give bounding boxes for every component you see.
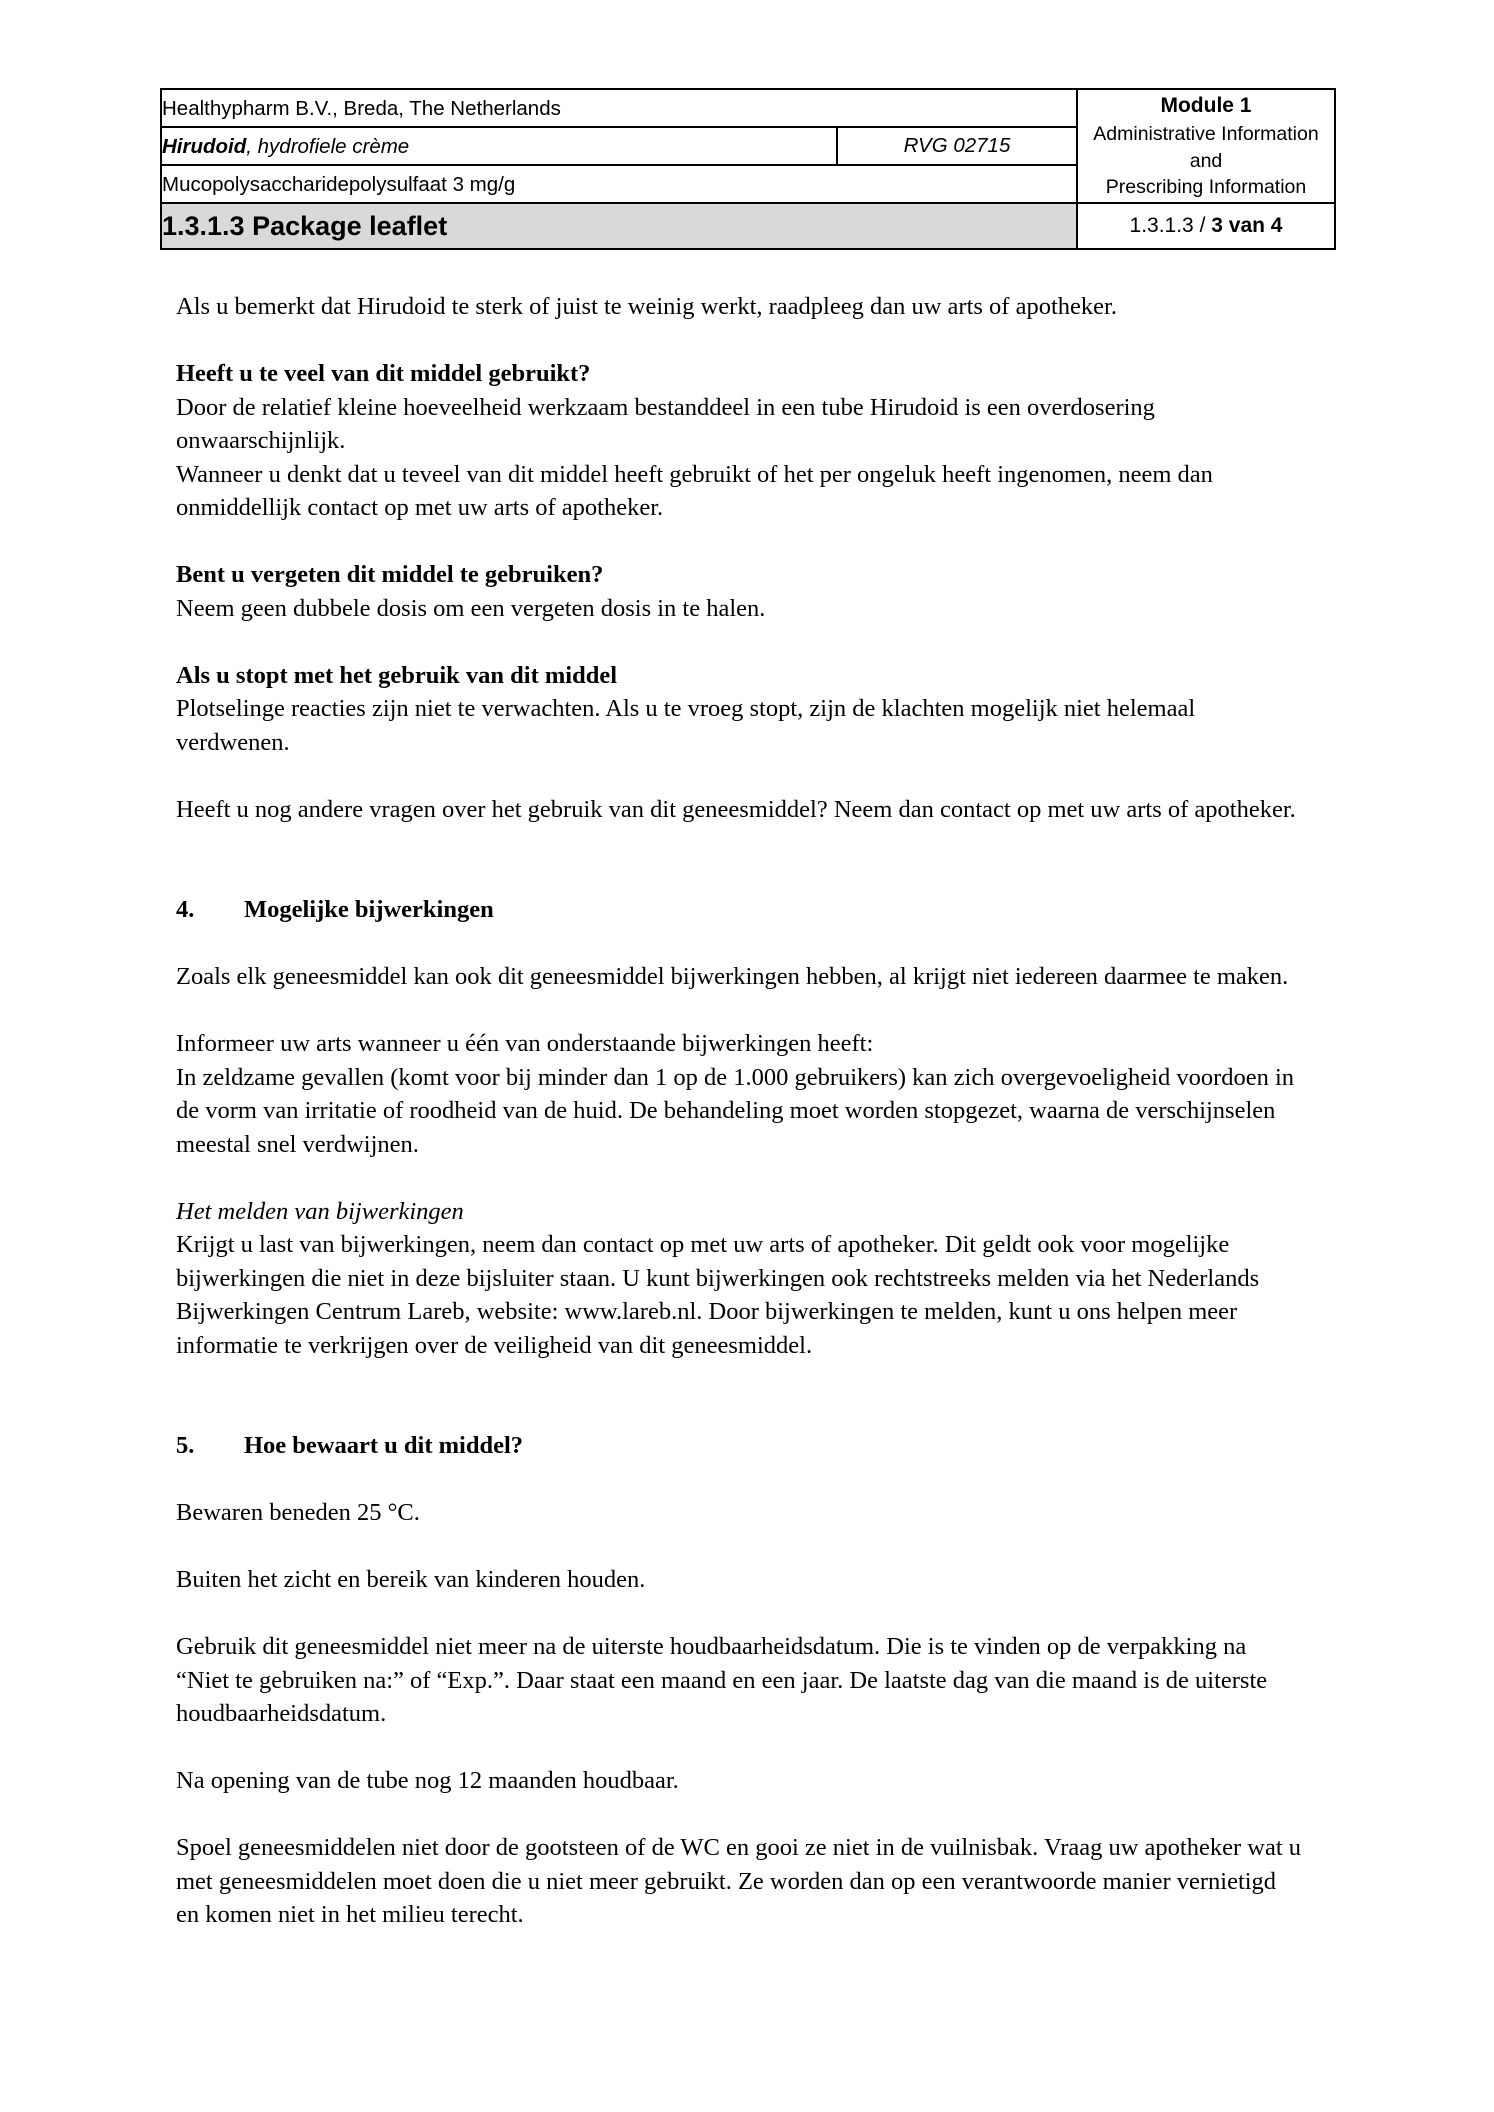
heading-section-4-title: Mogelijke bijwerkingen: [244, 896, 494, 923]
header-row-company: [161, 89, 1335, 127]
header-module-subtitle-line1: Administrative Information and: [1093, 123, 1319, 172]
paragraph-s5-after-opening: Na opening van de tube nog 12 maanden houdbaar.: [176, 1767, 679, 1794]
spacer: [176, 324, 1302, 358]
paragraph-stopping: Plotselinge reacties zijn niet te verwachten. Als u te vroeg stopt, zijn de klachten mogelijk niet helemaal verdwenen.: [176, 695, 1196, 756]
spacer: [176, 759, 1302, 793]
header-page-reference-prefix: 1.3.1.3 /: [1129, 214, 1212, 237]
header-page-reference: [1077, 203, 1335, 249]
paragraph-overdose-1: Door de relatief kleine hoeveelheid werkzaam bestanddeel in een tube Hirudoid is een overdosering onwaarschijnlijk.: [176, 393, 1155, 454]
paragraph-intro: Als u bemerkt dat Hirudoid te sterk of juist te weinig werkt, raadpleeg dan uw arts of apotheker.: [176, 293, 1117, 320]
paragraph-s4-1: Zoals elk geneesmiddel kan ook dit geneesmiddel bijwerkingen hebben, al krijgt niet iedereen daarmee te maken.: [176, 963, 1289, 990]
paragraph-s5-expiry: Gebruik dit geneesmiddel niet meer na de uiterste houdbaarheidsdatum. Die is te vinden op de verpakking na “Niet te gebruiken na:” of “Exp.”. Daar staat een maand en een jaar. De laatste dag van die maand is de uiterste houdbaarheidsdatum.: [176, 1633, 1268, 1727]
header-module-title: Module 1: [1160, 93, 1252, 117]
header-rvg-number: RVG 02715: [837, 127, 1077, 165]
heading-overdose: Heeft u te veel van dit middel gebruikt?: [176, 360, 591, 387]
paragraph-missed-dose: Neem geen dubbele dosis om een vergeten dosis in te halen.: [176, 594, 766, 622]
header-leaflet-title: 1.3.1.3 Package leaflet: [161, 203, 1077, 249]
heading-section-5: [176, 1429, 1302, 1463]
spacer: [176, 1798, 1302, 1832]
header-row-leaflet: [161, 203, 1335, 249]
paragraph-s5-storage-temp: Bewaren beneden 25 °C.: [176, 1499, 420, 1526]
paragraph-further-questions: Heeft u nog andere vragen over het gebruik van dit geneesmiddel? Neem dan contact op met uw arts of apotheker.: [176, 795, 1296, 823]
leaflet-body: [176, 290, 1302, 1932]
heading-section-5-title: Hoe bewaart u dit middel?: [244, 1432, 524, 1459]
paragraph-s4-rare-effects: In zeldzame gevallen (komt voor bij minder dan 1 op de 1.000 gebruikers) kan zich overgevoeligheid voordoen in de vorm van irritatie of roodheid van de huid. De behandeling moet worden stopgezet, waarna de verschijnselen meestal snel verdwijnen.: [176, 1063, 1295, 1158]
header-page-reference-number: 3 van 4: [1211, 214, 1283, 237]
spacer: [176, 860, 1302, 894]
spacer: [176, 994, 1302, 1028]
header-product-form: , hydrofiele crème: [246, 134, 410, 158]
heading-stopping: Als u stopt met het gebruik van dit middel: [176, 661, 618, 689]
spacer: [176, 1597, 1302, 1631]
spacer: [176, 1530, 1302, 1564]
paragraph-s5-disposal: Spoel geneesmiddelen niet door de gootsteen of de WC en gooi ze niet in de vuilnisbak. Vraag uw apotheker wat u met geneesmiddelen moet doen die u niet meer gebruikt. Ze worden dan op een verantwoorde manier vernietigd en komen niet in het milieu terecht.: [176, 1834, 1302, 1928]
spacer: [176, 1396, 1302, 1430]
header-active-substance: Mucopolysaccharidepolysulfaat 3 mg/g: [161, 165, 1077, 203]
header-product-brand: Hirudoid: [162, 134, 247, 158]
heading-section-5-number: 5.: [176, 1432, 195, 1459]
header-module-cell: [1077, 89, 1335, 203]
spacer: [176, 525, 1302, 559]
heading-missed-dose: Bent u vergeten dit middel te gebruiken?: [176, 561, 604, 588]
spacer: [176, 625, 1302, 659]
header-company-name: Healthypharm B.V., Breda, The Netherlands: [161, 89, 1077, 127]
paragraph-s5-keep-away-children: Buiten het zicht en bereik van kinderen houden.: [176, 1566, 646, 1593]
heading-section-4: [176, 893, 1302, 927]
spacer: [176, 927, 1302, 961]
paragraph-reporting-side-effects: Krijgt u last van bijwerkingen, neem dan contact op met uw arts of apotheker. Dit geldt ook voor mogelijke bijwerkingen die niet in deze bijsluiter staan. U kunt bijwerkingen ook rechtstreeks melden via het Nederlands Bijwerkingen Centrum Lareb, website: www.lareb.nl. Door bijwerkingen te melden, kunt u ons helpen meer informatie te verkrijgen over de veiligheid van dit geneesmiddel.: [176, 1231, 1260, 1359]
spacer: [176, 826, 1302, 860]
heading-reporting-side-effects: Het melden van bijwerkingen: [176, 1197, 464, 1225]
paragraph-overdose-2: Wanneer u denkt dat u teveel van dit middel heeft gebruikt of het per ongeluk heeft ingenomen, neem dan onmiddellijk contact op met uw arts of apotheker.: [176, 460, 1213, 521]
spacer: [176, 1731, 1302, 1765]
spacer: [176, 1161, 1302, 1195]
document-header-table: [160, 88, 1336, 250]
spacer: [176, 1463, 1302, 1497]
heading-section-4-number: 4.: [176, 896, 195, 923]
header-product-cell: [161, 127, 837, 165]
spacer: [176, 1362, 1302, 1396]
header-module-subtitle-line2: Prescribing Information: [1105, 175, 1307, 198]
paragraph-s4-inform-doctor: Informeer uw arts wanneer u één van onderstaande bijwerkingen heeft:: [176, 1030, 874, 1057]
